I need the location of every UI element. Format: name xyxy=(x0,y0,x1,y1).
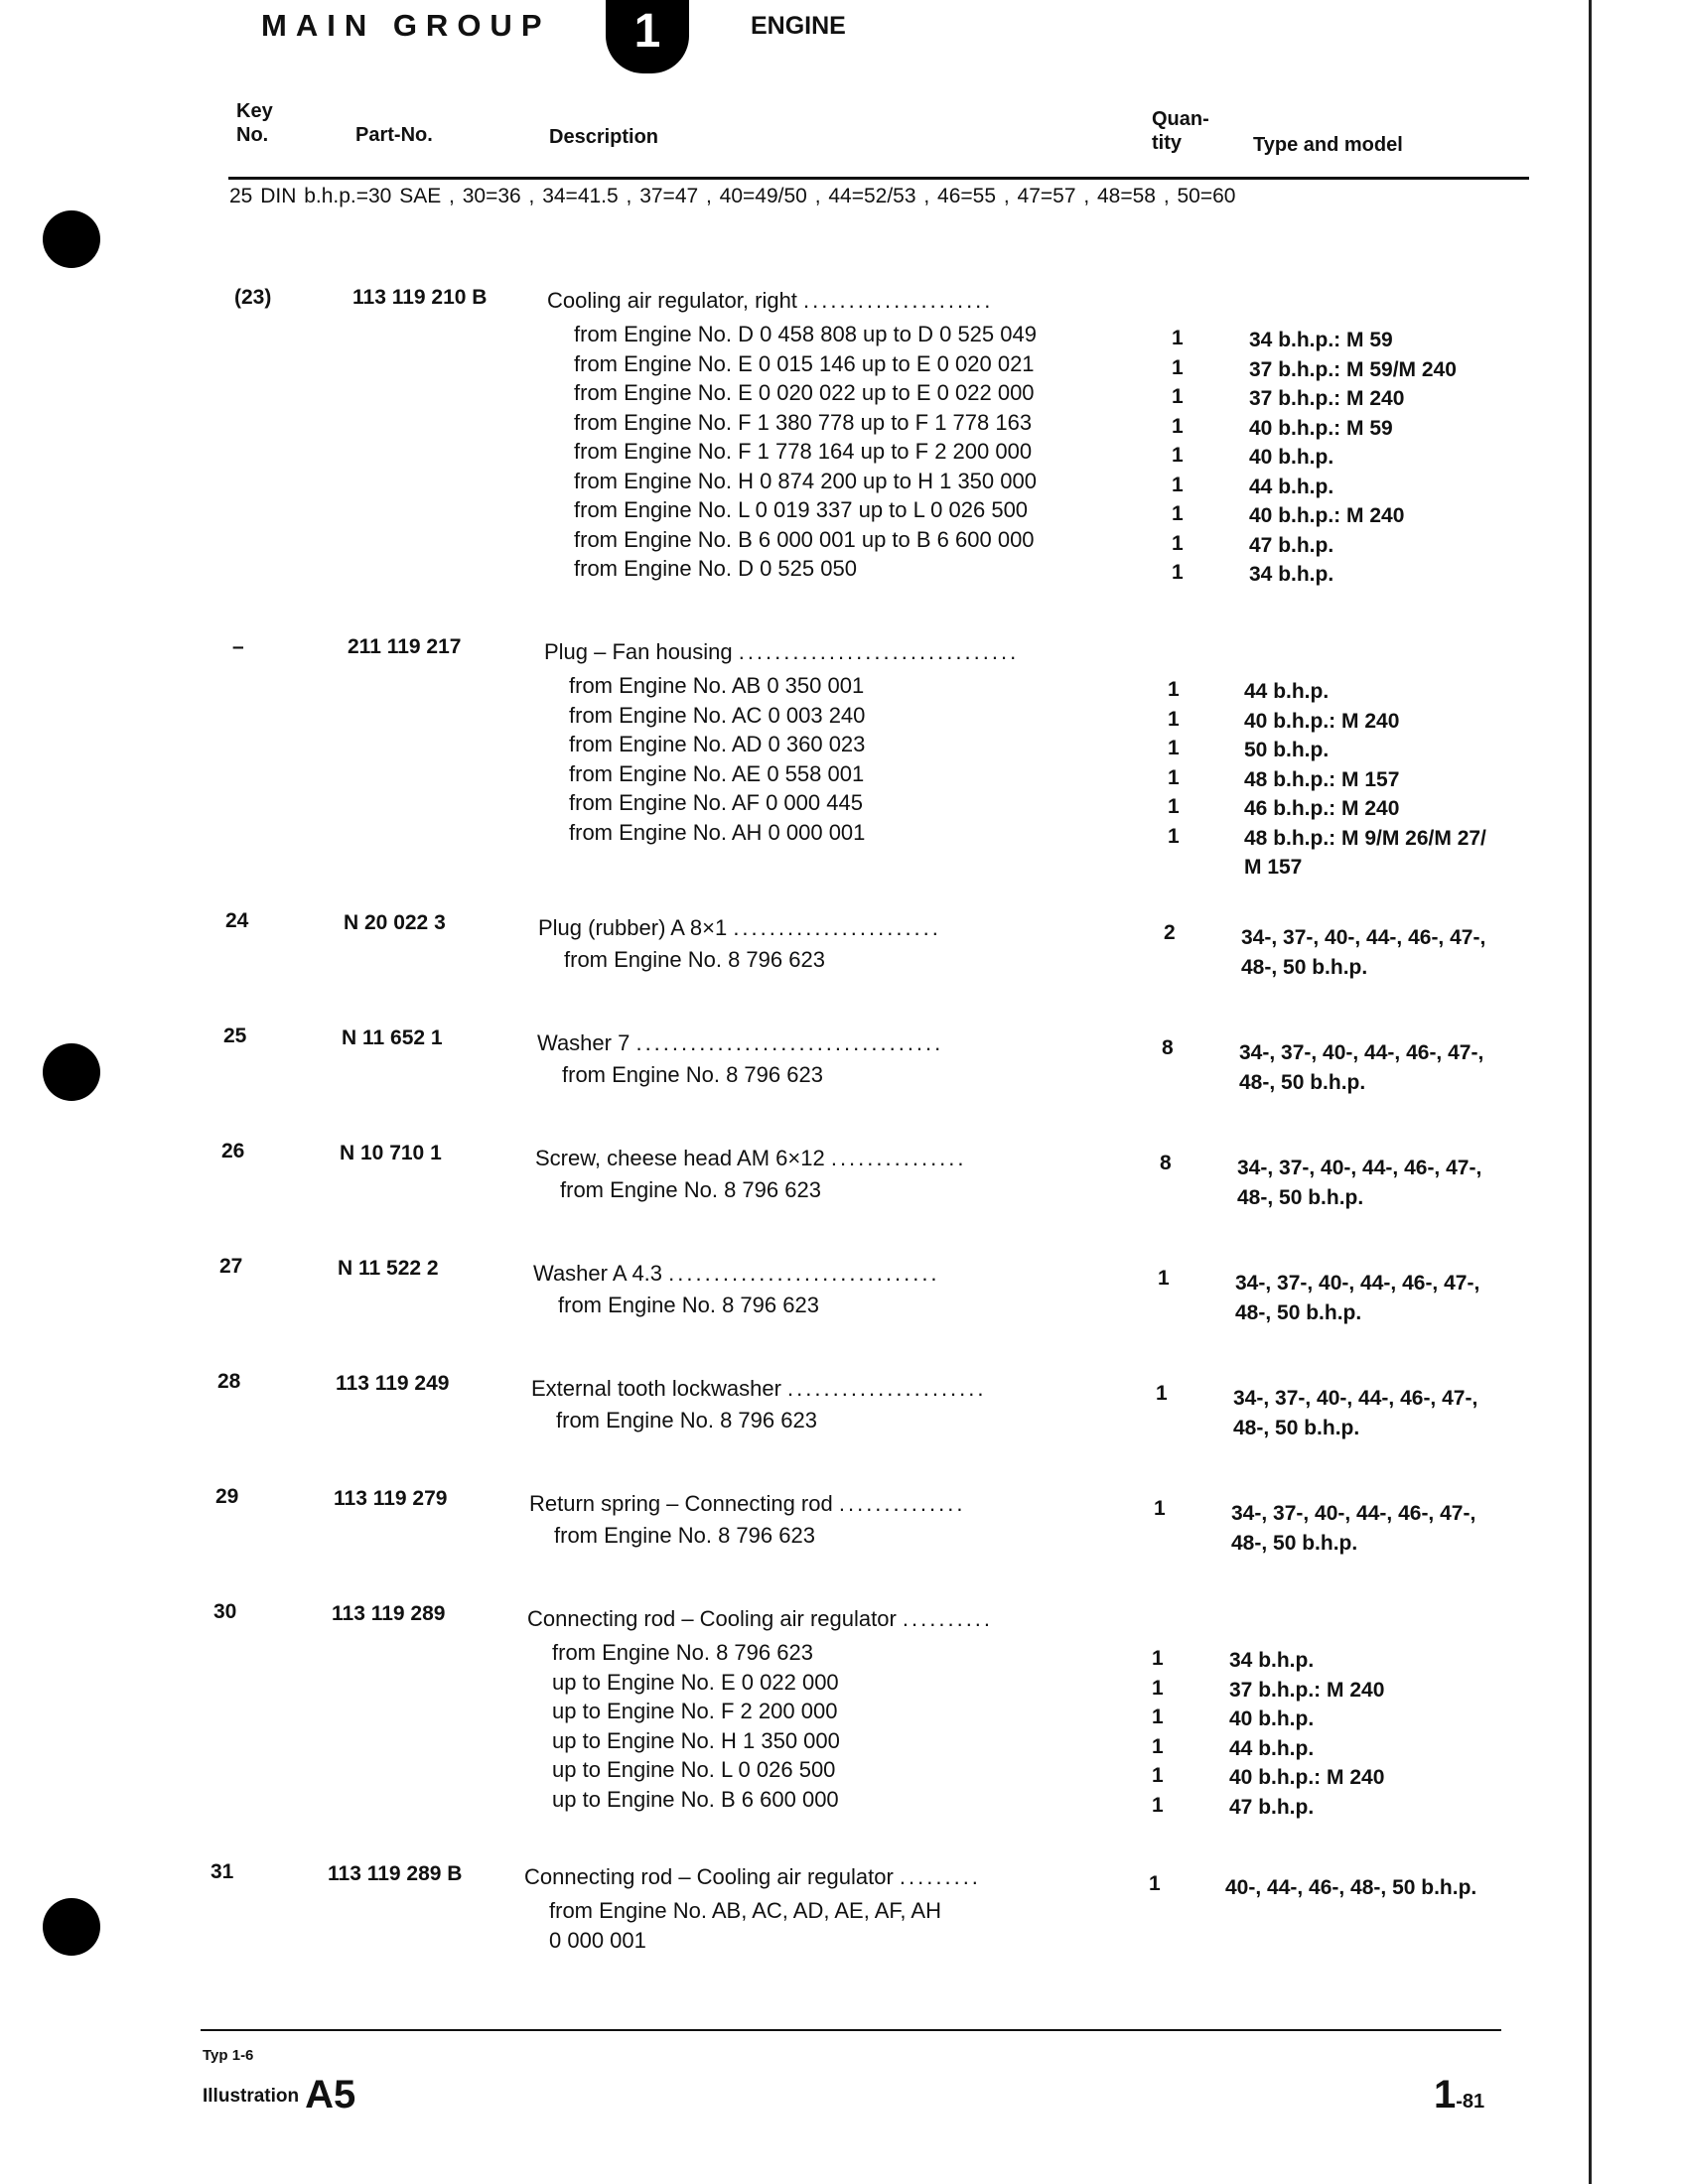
quantity: 1 xyxy=(1172,414,1184,438)
key-no: 24 xyxy=(225,909,249,932)
engine-ranges xyxy=(569,671,865,847)
type-model: 34-, 37-, 40-, 44-, 46-, 47-, xyxy=(1231,1502,1476,1525)
part-title: Plug (rubber) A 8×1 xyxy=(538,915,728,940)
type-model: 48-, 50 b.h.p. xyxy=(1231,1532,1358,1555)
key-no: 31 xyxy=(210,1860,234,1883)
part-no: N 11 522 2 xyxy=(338,1257,439,1280)
range-line: up to Engine No. H 1 350 000 xyxy=(552,1727,840,1753)
quantity: 1 xyxy=(1156,1382,1168,1405)
type-model: 44 b.h.p. xyxy=(1244,680,1330,703)
range-line: up to Engine No. L 0 026 500 xyxy=(552,1757,836,1782)
page-edge-line xyxy=(1589,0,1592,2184)
quantity: 1 xyxy=(1152,1647,1164,1670)
column-description: Description xyxy=(549,126,659,148)
part-title: Washer A 4.3 xyxy=(533,1261,663,1286)
part-description: Plug – Fan housing ............................... xyxy=(544,639,1020,664)
type-model: 34 b.h.p.: M 59 xyxy=(1249,329,1393,351)
engine-ranges xyxy=(549,1896,941,1955)
part-no: 113 119 210 B xyxy=(352,286,488,309)
range-line: from Engine No. AE 0 558 001 xyxy=(569,760,865,786)
type-model: 40-, 44-, 46-, 48-, 50 b.h.p. xyxy=(1225,1876,1477,1899)
type-models xyxy=(1244,677,1486,883)
quantity: 1 xyxy=(1172,502,1184,525)
engine-range: from Engine No. 8 796 623 xyxy=(562,1062,823,1087)
quantity: 1 xyxy=(1172,561,1184,584)
range-line: up to Engine No. E 0 022 000 xyxy=(552,1669,839,1695)
part-title: Plug – Fan housing xyxy=(544,639,733,664)
key-no: 28 xyxy=(217,1370,241,1393)
key-no: 27 xyxy=(219,1255,243,1278)
column-key-no-line2: No. xyxy=(236,124,269,146)
type-models xyxy=(1233,1384,1477,1443)
part-title: Connecting rod – Cooling air regulator xyxy=(527,1606,897,1631)
type-model: 40 b.h.p.: M 240 xyxy=(1229,1766,1385,1789)
range-line: up to Engine No. F 2 200 000 xyxy=(552,1699,838,1723)
range-line: from Engine No. F 1 778 164 up to F 2 200 000 xyxy=(574,439,1033,464)
part-description: Return spring – Connecting rod .............. xyxy=(529,1491,966,1516)
part-title: Cooling air regulator, right xyxy=(547,288,797,313)
type-model: 40 b.h.p.: M 240 xyxy=(1244,709,1400,733)
engine-range: from Engine No. 8 796 623 xyxy=(554,1523,815,1548)
quantity: 1 xyxy=(1172,473,1184,496)
type-model: 48-, 50 b.h.p. xyxy=(1241,956,1368,979)
type-model: 34 b.h.p. xyxy=(1249,563,1334,586)
quantity: 8 xyxy=(1160,1152,1172,1174)
part-no: 113 119 279 xyxy=(334,1487,448,1510)
range-line: from Engine No. E 0 015 146 up to E 0 020 021 xyxy=(574,350,1035,376)
quantity: 8 xyxy=(1162,1036,1174,1059)
type-model: 47 b.h.p. xyxy=(1249,533,1334,557)
type-model: 37 b.h.p.: M 240 xyxy=(1229,1678,1385,1702)
engine-ranges xyxy=(574,320,1037,584)
type-model: 34-, 37-, 40-, 44-, 46-, 47-, xyxy=(1235,1272,1480,1295)
type-models xyxy=(1229,1646,1384,1822)
part-no: 113 119 249 xyxy=(336,1372,450,1395)
type-model: 40 b.h.p. xyxy=(1229,1707,1315,1730)
part-description: Plug (rubber) A 8×1 ....................... xyxy=(538,915,941,940)
type-code: Typ 1-6 xyxy=(203,2047,254,2064)
part-title: Screw, cheese head AM 6×12 xyxy=(535,1146,825,1170)
key-no: – xyxy=(232,635,244,658)
quantity: 1 xyxy=(1152,1706,1164,1728)
part-no: N 10 710 1 xyxy=(340,1142,442,1164)
page-number-sub: -81 xyxy=(1456,2091,1485,2113)
type-model: 48-, 50 b.h.p. xyxy=(1237,1186,1364,1209)
type-model: 48 b.h.p.: M 9/M 26/M 27/ xyxy=(1244,826,1486,850)
type-models xyxy=(1231,1499,1475,1559)
type-model: 34-, 37-, 40-, 44-, 46-, 47-, xyxy=(1233,1387,1478,1410)
range-line: from Engine No. H 0 874 200 up to H 1 350 000 xyxy=(574,468,1037,493)
part-description: Screw, cheese head AM 6×12 ............... xyxy=(535,1146,967,1170)
quantity: 1 xyxy=(1154,1497,1166,1520)
type-model: 34 b.h.p. xyxy=(1229,1649,1315,1672)
range-line: from Engine No. AC 0 003 240 xyxy=(569,702,866,728)
type-model: 48 b.h.p.: M 157 xyxy=(1244,767,1400,791)
main-group-label: MAIN GROUP xyxy=(261,8,551,43)
type-model: 48-, 50 b.h.p. xyxy=(1233,1417,1360,1439)
column-type-model: Type and model xyxy=(1253,134,1403,156)
range-line: from Engine No. B 6 000 001 up to B 6 600 000 xyxy=(574,526,1035,552)
range-line: 0 000 001 xyxy=(549,1927,646,1953)
type-model: 37 b.h.p.: M 59/M 240 xyxy=(1249,357,1457,381)
din-conversion-line: 25 DIN b.h.p.=30 SAE , 30=36 , 34=41.5 , 37=47 , 40=49/50 , 44=52/53 , 46=55 , 47=57 , 48=58 , 50=60 xyxy=(229,185,1236,207)
quantity: 1 xyxy=(1168,824,1180,848)
type-model: 34-, 37-, 40-, 44-, 46-, 47-, xyxy=(1241,926,1486,949)
range-line: up to Engine No. B 6 600 000 xyxy=(552,1786,839,1812)
quantity: 1 xyxy=(1168,707,1180,731)
quantity: 1 xyxy=(1168,795,1180,818)
quantity: 1 xyxy=(1172,385,1184,408)
engine-range: from Engine No. 8 796 623 xyxy=(558,1293,819,1317)
quantity: 1 xyxy=(1168,678,1180,701)
quantity: 1 xyxy=(1152,1764,1164,1787)
type-model: 50 b.h.p. xyxy=(1244,739,1330,761)
range-line: from Engine No. AB, AC, AD, AE, AF, AH xyxy=(549,1898,941,1923)
type-model: 47 b.h.p. xyxy=(1229,1795,1315,1819)
quantity: 1 xyxy=(1149,1872,1161,1895)
range-line: from Engine No. 8 796 623 xyxy=(552,1640,813,1665)
footer-rule xyxy=(201,2029,1501,2031)
column-quantity xyxy=(1152,107,1209,155)
binder-hole xyxy=(43,210,100,268)
part-description: External tooth lockwasher ...................... xyxy=(531,1376,987,1401)
range-line: from Engine No. F 1 380 778 up to F 1 778 163 xyxy=(574,409,1033,435)
part-title: Washer 7 xyxy=(537,1030,631,1055)
group-name: ENGINE xyxy=(751,12,846,40)
type-model: 37 b.h.p.: M 240 xyxy=(1249,387,1405,410)
range-line: from Engine No. AD 0 360 023 xyxy=(569,732,866,756)
range-line: from Engine No. L 0 019 337 up to L 0 026 500 xyxy=(574,497,1029,522)
column-quantity-line2: tity xyxy=(1152,132,1182,154)
part-no: 113 119 289 xyxy=(332,1602,446,1625)
quantity: 1 xyxy=(1172,531,1184,555)
type-model: 40 b.h.p. xyxy=(1249,446,1334,469)
range-line: from Engine No. AH 0 000 001 xyxy=(569,819,866,845)
range-line: from Engine No. E 0 020 022 up to E 0 022 000 xyxy=(574,380,1035,405)
part-title: Return spring – Connecting rod xyxy=(529,1491,833,1516)
range-line: from Engine No. D 0 525 050 xyxy=(574,556,857,581)
quantity: 1 xyxy=(1168,737,1180,759)
illustration-ref xyxy=(203,2073,355,2117)
type-model: 40 b.h.p.: M 240 xyxy=(1249,504,1405,527)
quantity: 1 xyxy=(1172,444,1184,467)
type-model: M 157 xyxy=(1244,856,1303,879)
binder-hole xyxy=(43,1898,100,1956)
quantity: 2 xyxy=(1164,921,1176,944)
type-model: 44 b.h.p. xyxy=(1249,475,1334,498)
type-model: 34-, 37-, 40-, 44-, 46-, 47-, xyxy=(1237,1157,1482,1179)
key-no: 26 xyxy=(221,1140,245,1162)
part-description: Cooling air regulator, right ..................... xyxy=(547,288,994,313)
part-title: External tooth lockwasher xyxy=(531,1376,781,1401)
key-no: (23) xyxy=(234,286,272,309)
engine-range: from Engine No. 8 796 623 xyxy=(560,1177,821,1202)
key-no: 29 xyxy=(215,1485,239,1508)
page-number-main: 1 xyxy=(1434,2073,1457,2116)
illustration-code: A5 xyxy=(305,2073,356,2116)
part-no: 113 119 289 B xyxy=(328,1862,463,1885)
quantities xyxy=(1152,1644,1164,1820)
column-key-no-line1: Key xyxy=(236,100,273,122)
quantities xyxy=(1172,324,1184,588)
range-line: from Engine No. D 0 458 808 up to D 0 525 049 xyxy=(574,322,1037,346)
part-description: Connecting rod – Cooling air regulator ......... xyxy=(524,1864,981,1889)
quantity: 1 xyxy=(1172,327,1184,349)
type-model: 44 b.h.p. xyxy=(1229,1736,1315,1760)
quantity: 1 xyxy=(1172,355,1184,379)
engine-ranges xyxy=(552,1638,840,1814)
part-no: N 20 022 3 xyxy=(344,911,446,934)
part-no: N 11 652 1 xyxy=(342,1026,443,1049)
quantity: 1 xyxy=(1168,765,1180,789)
type-model: 48-, 50 b.h.p. xyxy=(1235,1301,1362,1324)
column-quantity-line1: Quan- xyxy=(1152,108,1209,130)
type-models xyxy=(1241,923,1485,983)
quantity: 1 xyxy=(1152,1734,1164,1758)
header-rule xyxy=(228,177,1529,180)
quantity: 1 xyxy=(1152,1676,1164,1700)
range-line: from Engine No. AF 0 000 445 xyxy=(569,790,863,815)
type-models xyxy=(1239,1038,1483,1098)
type-models xyxy=(1237,1154,1481,1213)
quantities xyxy=(1168,675,1180,851)
key-no: 30 xyxy=(213,1600,237,1623)
key-no: 25 xyxy=(223,1024,247,1047)
type-model: 40 b.h.p.: M 59 xyxy=(1249,416,1393,440)
engine-range: from Engine No. 8 796 623 xyxy=(564,947,825,972)
binder-hole xyxy=(43,1043,100,1101)
part-title: Connecting rod – Cooling air regulator xyxy=(524,1864,894,1889)
type-model: 34-, 37-, 40-, 44-, 46-, 47-, xyxy=(1239,1041,1484,1064)
range-line: from Engine No. AB 0 350 001 xyxy=(569,673,865,698)
column-key-no xyxy=(236,99,273,147)
type-models xyxy=(1235,1269,1479,1328)
page-number xyxy=(1434,2073,1484,2117)
group-number-badge: 1 xyxy=(606,0,689,73)
type-model: 48-, 50 b.h.p. xyxy=(1239,1071,1366,1094)
engine-range: from Engine No. 8 796 623 xyxy=(556,1408,817,1433)
part-description: Washer 7 .................................. xyxy=(537,1030,944,1055)
quantity: 1 xyxy=(1158,1267,1170,1290)
type-models xyxy=(1249,326,1457,590)
column-part-no: Part-No. xyxy=(355,124,433,146)
quantity: 1 xyxy=(1152,1793,1164,1817)
illustration-label: Illustration xyxy=(203,2086,300,2107)
part-description: Washer A 4.3 .............................. xyxy=(533,1261,940,1286)
part-description: Connecting rod – Cooling air regulator .......... xyxy=(527,1606,994,1631)
part-no: 211 119 217 xyxy=(348,635,462,658)
type-model: 46 b.h.p.: M 240 xyxy=(1244,797,1400,820)
